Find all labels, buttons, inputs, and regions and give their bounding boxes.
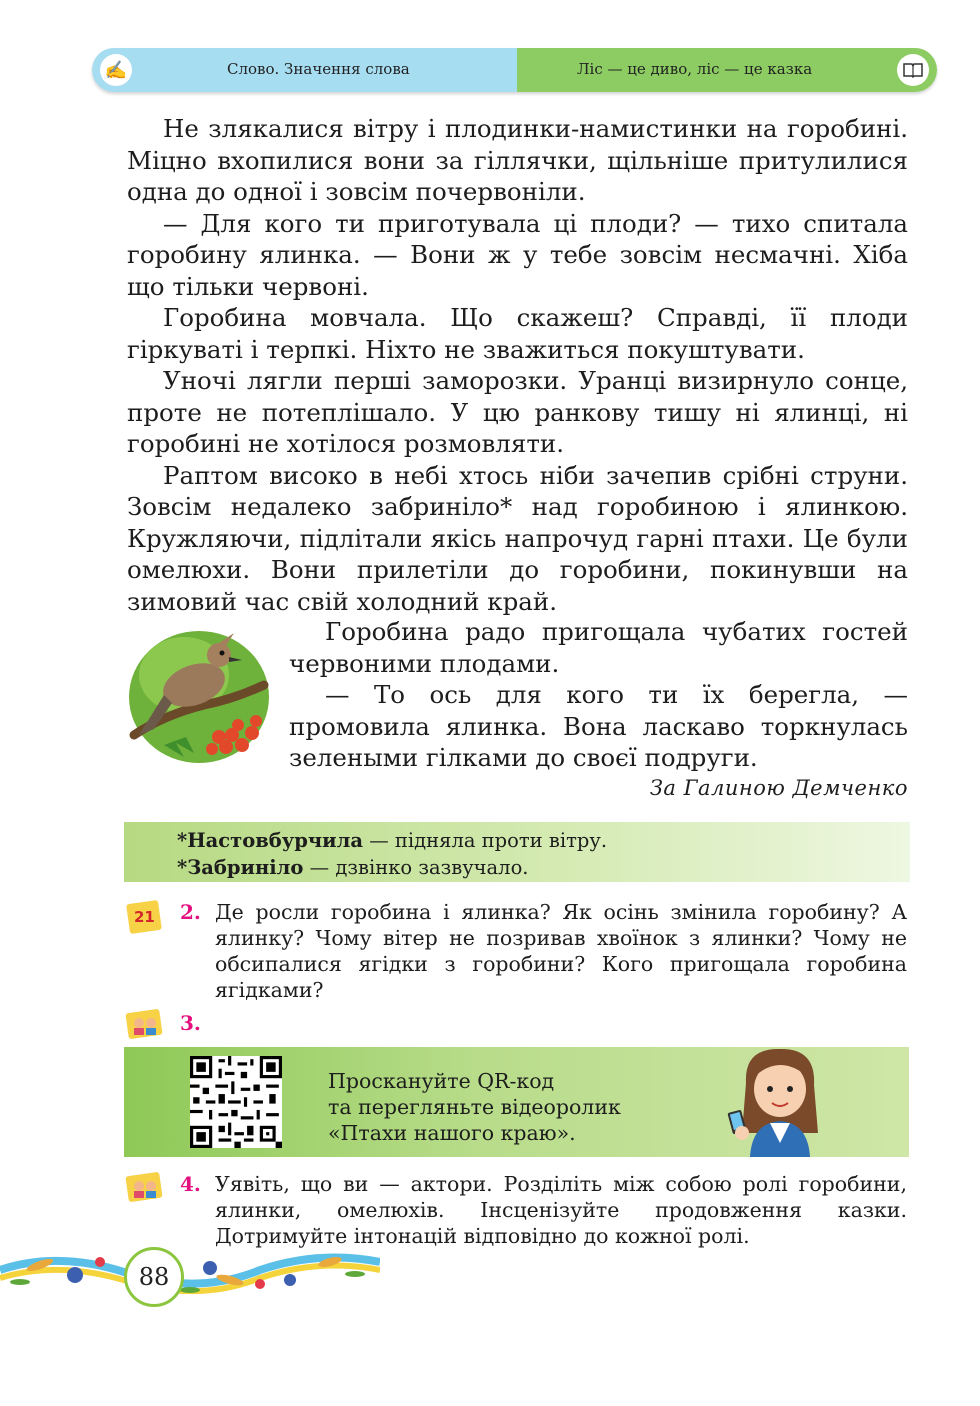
waxwing-illustration: [124, 625, 274, 773]
story-paragraph: Не злякалися вітру і плодинки-намистинки на горобині. Міцно вхопилися вони за гіллячки, щільніше притулилися одна до одної і зовсім почервоніли.: [127, 114, 908, 206]
story-paragraph: Горобина мовчала. Що скажеш? Справді, її плоди гіркуваті і терпкі. Ніхто не зважиться покуштувати.: [127, 303, 908, 364]
story-paragraph: Уночі лягли перші заморозки. Уранці визирнуло сонце, проте не потеплішало. У цю ранкову тишу ні ялинці, ні горобині не хотілося розмовляти.: [127, 366, 908, 458]
glossary-definition: — підняла проти вітру.: [363, 829, 608, 852]
qr-code-image[interactable]: [190, 1056, 282, 1148]
page-number: 88: [124, 1247, 184, 1307]
task-number: 4.: [180, 1172, 201, 1196]
qr-instruction-line: «Птахи нашого краю».: [328, 1121, 576, 1145]
header-section-left: [92, 48, 517, 92]
glossary-box: [124, 822, 910, 882]
glossary-definition: — дзвінко зазвучало.: [303, 856, 529, 879]
glossary-term: *Настовбурчила: [177, 829, 364, 852]
calendar-icon: [124, 898, 166, 936]
glossary-item: [177, 856, 529, 879]
section-title: Слово. Значення слова: [227, 60, 410, 78]
task-text: Де росли горобина і ялинка? Як осінь змінила горобину? А ялинку? Чому вітер не позривав хвоїнок з ялинки? Чому не обсипалися ягідки з горобини? Кого пригощала горобина ягідками?: [215, 900, 907, 1002]
book-icon: [897, 54, 929, 86]
glossary-term: *Забриніло: [177, 856, 304, 879]
story-paragraph: — Для кого ти приготувала ці плоди? — тихо спитала горобину ялинка. — Вони ж у тебе зовсім несмачні. Хіба що тільки червоні.: [127, 208, 908, 301]
qr-instruction: [328, 1068, 621, 1146]
story-paragraph: Раптом високо в небі хтось ніби зачепив срібні струни. Зовсім недалеко забриніло* над горобиною і ялинкою. Кружляючи, підлітали якісь напрочуд гарні птахи. Це були омелюхи. Вони прилетіли до горобини, покинувши на зимовий час свій холодний край.: [127, 460, 908, 616]
qr-instruction-line: та перегляньте відеоролик: [328, 1095, 621, 1119]
floral-ribbon-decoration: [0, 1240, 380, 1310]
group-work-icon: [124, 1005, 166, 1043]
qr-code-block: [124, 1047, 909, 1157]
svg-text:21: 21: [134, 908, 155, 926]
story-text: [127, 113, 908, 617]
author-credit: За Галиною Демченко: [649, 776, 908, 800]
pen-icon: ✍: [100, 54, 132, 86]
group-work-icon: [124, 1168, 166, 1206]
page-header: [92, 48, 937, 92]
glossary-item: [177, 829, 607, 852]
task-text: Уявіть, що ви — актори. Розділіть між собою ролі горобини, ялинки, омелюхів. Інсценізуйте продовження казки. Дотримуйте інтонацій відповідно до кожної ролі.: [215, 1172, 907, 1248]
girl-with-phone-illustration: [724, 1043, 836, 1157]
header-section-right: [517, 48, 937, 92]
qr-instruction-line: Проскануйте QR-код: [328, 1069, 555, 1093]
story-paragraph: Горобина радо пригощала чубатих гостей червоними плодами.: [289, 617, 908, 678]
story-paragraph: — То ось для кого ти їх берегла, — промовила ялинка. Вона ласкаво торкнулась зелеными гілками до своєї подруги.: [289, 680, 908, 772]
task-number: 3.: [180, 1011, 201, 1035]
chapter-title: Ліс — це диво, ліс — це казка: [577, 60, 813, 78]
story-text-side: [289, 616, 908, 774]
task-number: 2.: [180, 900, 201, 924]
